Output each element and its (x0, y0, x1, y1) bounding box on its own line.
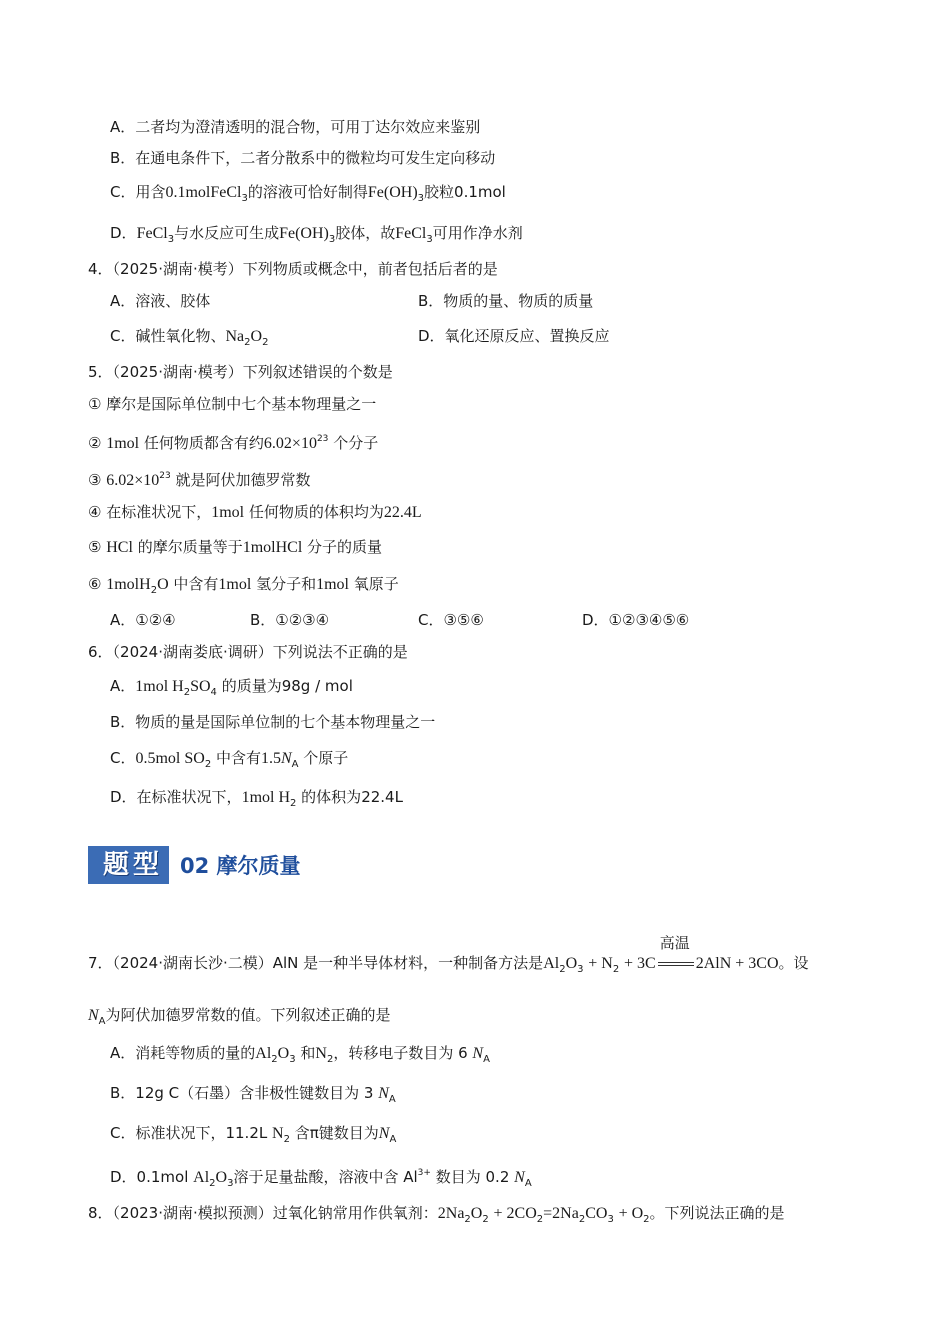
q6-option-a: A．1mol $H_2SO_4$ 的质量为98g / mol (110, 677, 353, 698)
section-title: 02 摩尔质量 (180, 854, 301, 878)
q6-stem: 6．（2024·湖南娄底·调研）下列说法不正确的是 (88, 643, 408, 661)
q8-stem: 8．（2023·湖南·模拟预测）过氧化钠常用作供氧剂：$2Na_2O_2 + 2CO_2=2Na_2CO_3 + O_2$。下列说法正确的是 (88, 1204, 785, 1225)
q5-stem: 5．（2025·湖南·模考）下列叙述错误的个数是 (88, 363, 393, 381)
q7-stem-line2: $N_A$为阿伏加德罗常数的值。下列叙述正确的是 (88, 1006, 391, 1027)
reaction-condition: 高温 (659, 934, 690, 952)
q7-option-c: C．标准状况下，11.2L $N_2$ 含π键数目为$N_A$ (110, 1124, 397, 1145)
q4-option-a: A．溶液、胶体 (110, 292, 211, 310)
q6-option-d: D．在标准状况下，1mol $H_2$ 的体积为22.4L (110, 788, 403, 809)
q3-option-d: D．FeCl$_3$与水反应可生成$Fe(OH)_3$胶体，故FeCl$_3$可用作净水剂 (110, 224, 523, 245)
q3-option-c: C．用含0.1molFeCl$_3$的溶液可恰好制得$Fe(OH)_3$胶粒0.1mol (110, 183, 506, 204)
q4-stem: 4．（2025·湖南·模考）下列物质或概念中，前者包括后者的是 (88, 260, 498, 278)
q5-item-6: ⑥ 1molH$_2$O 中含有1mol 氢分子和1mol 氧原子 (88, 575, 399, 596)
q6-option-b: B．物质的量是国际单位制的七个基本物理量之一 (110, 713, 436, 731)
q5-item-3: ③ $6.02\times 10^{23}$ 就是阿伏加德罗常数 (88, 471, 311, 489)
section-badge-accent (166, 846, 181, 884)
q4-option-c: C．碱性氧化物、$Na_2O_2$ (110, 327, 269, 348)
q5-item-4: ④ 在标准状况下，1mol 任何物质的体积均为22.4L (88, 503, 422, 521)
q5-option-d: D．①②③④⑤⑥ (582, 611, 690, 629)
q5-option-b: B．①②③④ (250, 611, 330, 629)
section-badge (88, 846, 178, 884)
q5-option-a: A．①②④ (110, 611, 176, 629)
q5-option-c: C．③⑤⑥ (418, 611, 484, 629)
q4-option-b: B．物质的量、物质的质量 (418, 292, 594, 310)
section-badge-label: 题型 (102, 850, 163, 880)
q7-option-a: A．消耗等物质的量的$Al_2O_3$ 和$N_2$，转移电子数目为 6 $N_A$ (110, 1044, 490, 1065)
q7-option-b: B．12g C（石墨）含非极性键数目为 3 $N_A$ (110, 1084, 396, 1105)
q3-option-a: A．二者均为澄清透明的混合物，可用丁达尔效应来鉴别 (110, 118, 481, 136)
q7-option-d: D．0.1mol $Al_2O_3$溶于足量盐酸，溶液中含 $Al^{3+}$ 数目为 0.2 $N_A$ (110, 1168, 532, 1189)
q3-option-b: B．在通电条件下，二者分散系中的微粒均可发生定向移动 (110, 149, 496, 167)
q6-option-c: C．0.5mol $SO_2$ 中含有$1.5N_A$ 个原子 (110, 749, 349, 770)
q4-option-d: D．氧化还原反应、置换反应 (418, 327, 610, 345)
q5-item-5: ⑤ HCl 的摩尔质量等于1molHCl 分子的质量 (88, 538, 383, 556)
q5-item-2: ② 1mol 任何物质都含有约$6.02\times 10^{23}$ 个分子 (88, 434, 379, 452)
q5-item-1: ① 摩尔是国际单位制中七个基本物理量之一 (88, 395, 377, 413)
q7-stem: 7．（2024·湖南长沙·二模）AlN 是一种半导体材料，一种制备方法是$Al_2O_3 + N_2 + 3C$ 高温 2AlN + 3CO。设 (88, 934, 809, 975)
